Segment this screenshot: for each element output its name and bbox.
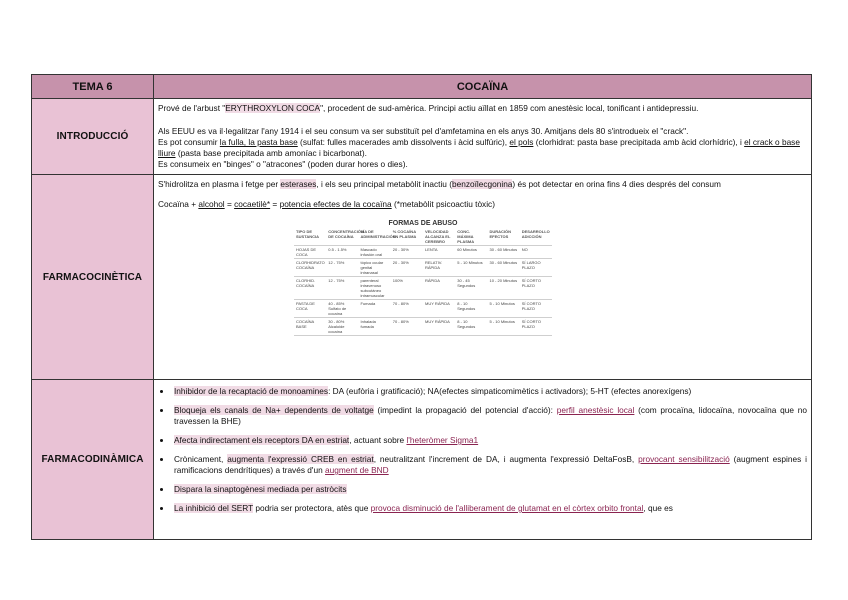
- pk-paragraph-2: Cocaïna + alcohol = cocaetilè* = potencia efectes de la cocaïna (*metabòlit psicoactiu tòxic): [158, 199, 495, 209]
- figure-cell: 70 - 80%: [391, 318, 423, 336]
- figure-cell: 12 - 75%: [326, 277, 358, 300]
- intro-label: INTRODUCCIÓ: [32, 99, 154, 175]
- figure-cell: PASTA DE COCA: [294, 300, 326, 318]
- figure-cell: 5 - 10 Minutos: [488, 300, 520, 318]
- figure-cell: SÍ CORTO PLAZO: [520, 318, 552, 336]
- figure-cell: 0.5 - 1.5%: [326, 246, 358, 259]
- figure-header-cell: DURACIÓN EFECTOS: [488, 228, 520, 246]
- figure-cell: 30 - 80% Alcaloide cocaína: [326, 318, 358, 336]
- figure-row: [294, 318, 552, 336]
- figure-cell: 20 - 30%: [391, 246, 423, 259]
- list-item: • Inhibidor de la recaptació de monoamines: DA (eufòria i gratificació); NA(efectes simpaticomimètics i activadors); 5-HT (efectes anorexígens): [172, 386, 807, 397]
- figure-cell: CLORHIDRATO COCAÍNA: [294, 259, 326, 277]
- figure-cell: 30 - 60 Minutos: [488, 259, 520, 277]
- figure-header-cell: VELOCIDAD ALCANZA EL CEREBRO: [423, 228, 455, 246]
- figure-cell: SÍ CORTO PLAZO: [520, 277, 552, 300]
- intro-paragraph-4: Es consumeix en "binges" o "atracones" (poden durar hores o dies).: [158, 159, 408, 169]
- cocaine-notes-table: [31, 74, 812, 540]
- intro-paragraph-2: Als EEUU es va il·legalitzar l'any 1914 i el seu consum va ser substituït pel d'amfetamina en els anys 30. Amitjans dels 80 s'introdueix el "crack".: [158, 126, 689, 136]
- pharmacokinetics-row: [32, 175, 812, 380]
- figure-row: [294, 300, 552, 318]
- figure-cell: MUY RÁPIDA: [423, 318, 455, 336]
- figure-cell: 10 - 20 Minutos: [488, 277, 520, 300]
- list-item: • La inhibició del SERT podria ser protectora, atès que provoca disminució de l'alliberament de glutamat en el còrtex orbito frontal, que es: [172, 503, 807, 514]
- figure-cell: CLORHID. COCAÍNA: [294, 277, 326, 300]
- figure-cell: MUY RÁPIDA: [423, 300, 455, 318]
- figure-cell: 20 - 30%: [391, 259, 423, 277]
- figure-cell: Mascado infusión oral: [359, 246, 391, 259]
- figure-cell: RELATIV. RÁPIDA: [423, 259, 455, 277]
- figure-cell: COCAÍNA BASE: [294, 318, 326, 336]
- figure-cell: 30 - 45 Segundos: [455, 277, 487, 300]
- figure-cell: 60 Minutos: [455, 246, 487, 259]
- list-item: • Dispara la sinaptogènesi mediada per astròcits: [172, 484, 807, 495]
- figure-table: [294, 228, 552, 336]
- intro-paragraph-1: Prové de l'arbust "ERYTHROXYLON COCA", procedent de sud-amèrica. Principi actiu aïllat en 1859 com anestèsic local, tonificant i antidepressiu.: [158, 103, 699, 113]
- figure-cell: tópico ocular genital intranasal: [359, 259, 391, 277]
- pharmacodynamics-row: [32, 380, 812, 540]
- figure-cell: 100%: [391, 277, 423, 300]
- figure-cell: SÍ LARGO PLAZO: [520, 259, 552, 277]
- list-item: • Afecta indirectament els receptors DA en estriat, actuant sobre l'heteròmer Sigma1: [172, 435, 807, 446]
- pharmacokinetics-label: FARMACOCINÈTICA: [32, 175, 154, 380]
- figure-cell: SÍ CORTO PLAZO: [520, 300, 552, 318]
- figure-cell: 70 - 80%: [391, 300, 423, 318]
- figure-cell: parenteral intravenoso subcutáneo intramuscular: [359, 277, 391, 300]
- figure-row: [294, 277, 552, 300]
- figure-header-cell: DESARROLLO ADICCIÓN: [520, 228, 552, 246]
- figure-header-cell: TIPO DE SUSTANCIA: [294, 228, 326, 246]
- figure-header-row: [294, 228, 552, 246]
- figure-cell: 12 - 75%: [326, 259, 358, 277]
- pk-paragraph-1: S'hidrolitza en plasma i fetge per esterases, i els seu principal metabòlit inactiu (benzoïlecgonina) és pot detectar en orina fins 4 dies després del consum: [158, 179, 721, 189]
- figure-cell: Inhalada fumada: [359, 318, 391, 336]
- pharmacodynamics-label: FARMACODINÀMICA: [32, 380, 154, 540]
- figure-cell: NO: [520, 246, 552, 259]
- figure-header-cell: CONC. MÁXIMA PLASMA: [455, 228, 487, 246]
- figure-header-cell: CONCENTRACIÓN DE COCAÍNA: [326, 228, 358, 246]
- figure-row: [294, 246, 552, 259]
- figure-header-cell: % COCAÍNA EN PLASMA: [391, 228, 423, 246]
- abuse-forms-figure: [292, 218, 554, 359]
- figure-cell: 40 - 85% Sulfato de cocaína: [326, 300, 358, 318]
- list-item: • Bloqueja els canals de Na+ dependents de voltatge (impedint la propagació del potencial d'acció): perfil anestèsic local (com procaïna, lidocaïna, novocaïna que no travessen la BHE): [172, 405, 807, 427]
- figure-header-cell: VÍA DE ADMINISTRACIÓN: [359, 228, 391, 246]
- figure-cell: HOJAS DE COCA: [294, 246, 326, 259]
- figure-cell: 5 - 10 Minutos: [488, 318, 520, 336]
- figure-cell: 30 - 60 Minutos: [488, 246, 520, 259]
- figure-row: [294, 259, 552, 277]
- figure-title: FORMAS DE ABUSO: [388, 220, 458, 227]
- list-item: • Crònicament, augmenta l'expressió CREB en estriat, neutralitzant l'increment de DA, i augmenta l'expressió DeltaFosB, provocant sensibilització (augment espines i ramificacions dendrítiques) a través d'un augment de BND: [172, 454, 807, 476]
- figure-cell: Fumada: [359, 300, 391, 318]
- figure-cell: RÁPIDA: [423, 277, 455, 300]
- figure-cell: 8 - 10 Segundos: [455, 318, 487, 336]
- figure-cell: LENTA: [423, 246, 455, 259]
- intro-content: [154, 99, 812, 175]
- figure-cell: 8 - 10 Segundos: [455, 300, 487, 318]
- pharmacodynamics-content: [154, 380, 812, 540]
- pharmacokinetics-content: [154, 175, 812, 380]
- mechanisms-list: [158, 386, 807, 514]
- page-title: COCAÏNA: [154, 75, 812, 99]
- figure-cell: 5 - 10 Minutos: [455, 259, 487, 277]
- header-row: [32, 75, 812, 99]
- theme-label: TEMA 6: [32, 75, 154, 99]
- intro-row: [32, 99, 812, 175]
- intro-paragraph-3: Es pot consumir la fulla, la pasta base (sulfat: fulles macerades amb dissolvents i àcid sulfúric), el pols (clorhidrat: pasta base precipitada amb àcid clorhídric), i el crack o base lliure (pasta base precipitada amb amoníac i bicarbonat).: [158, 137, 800, 158]
